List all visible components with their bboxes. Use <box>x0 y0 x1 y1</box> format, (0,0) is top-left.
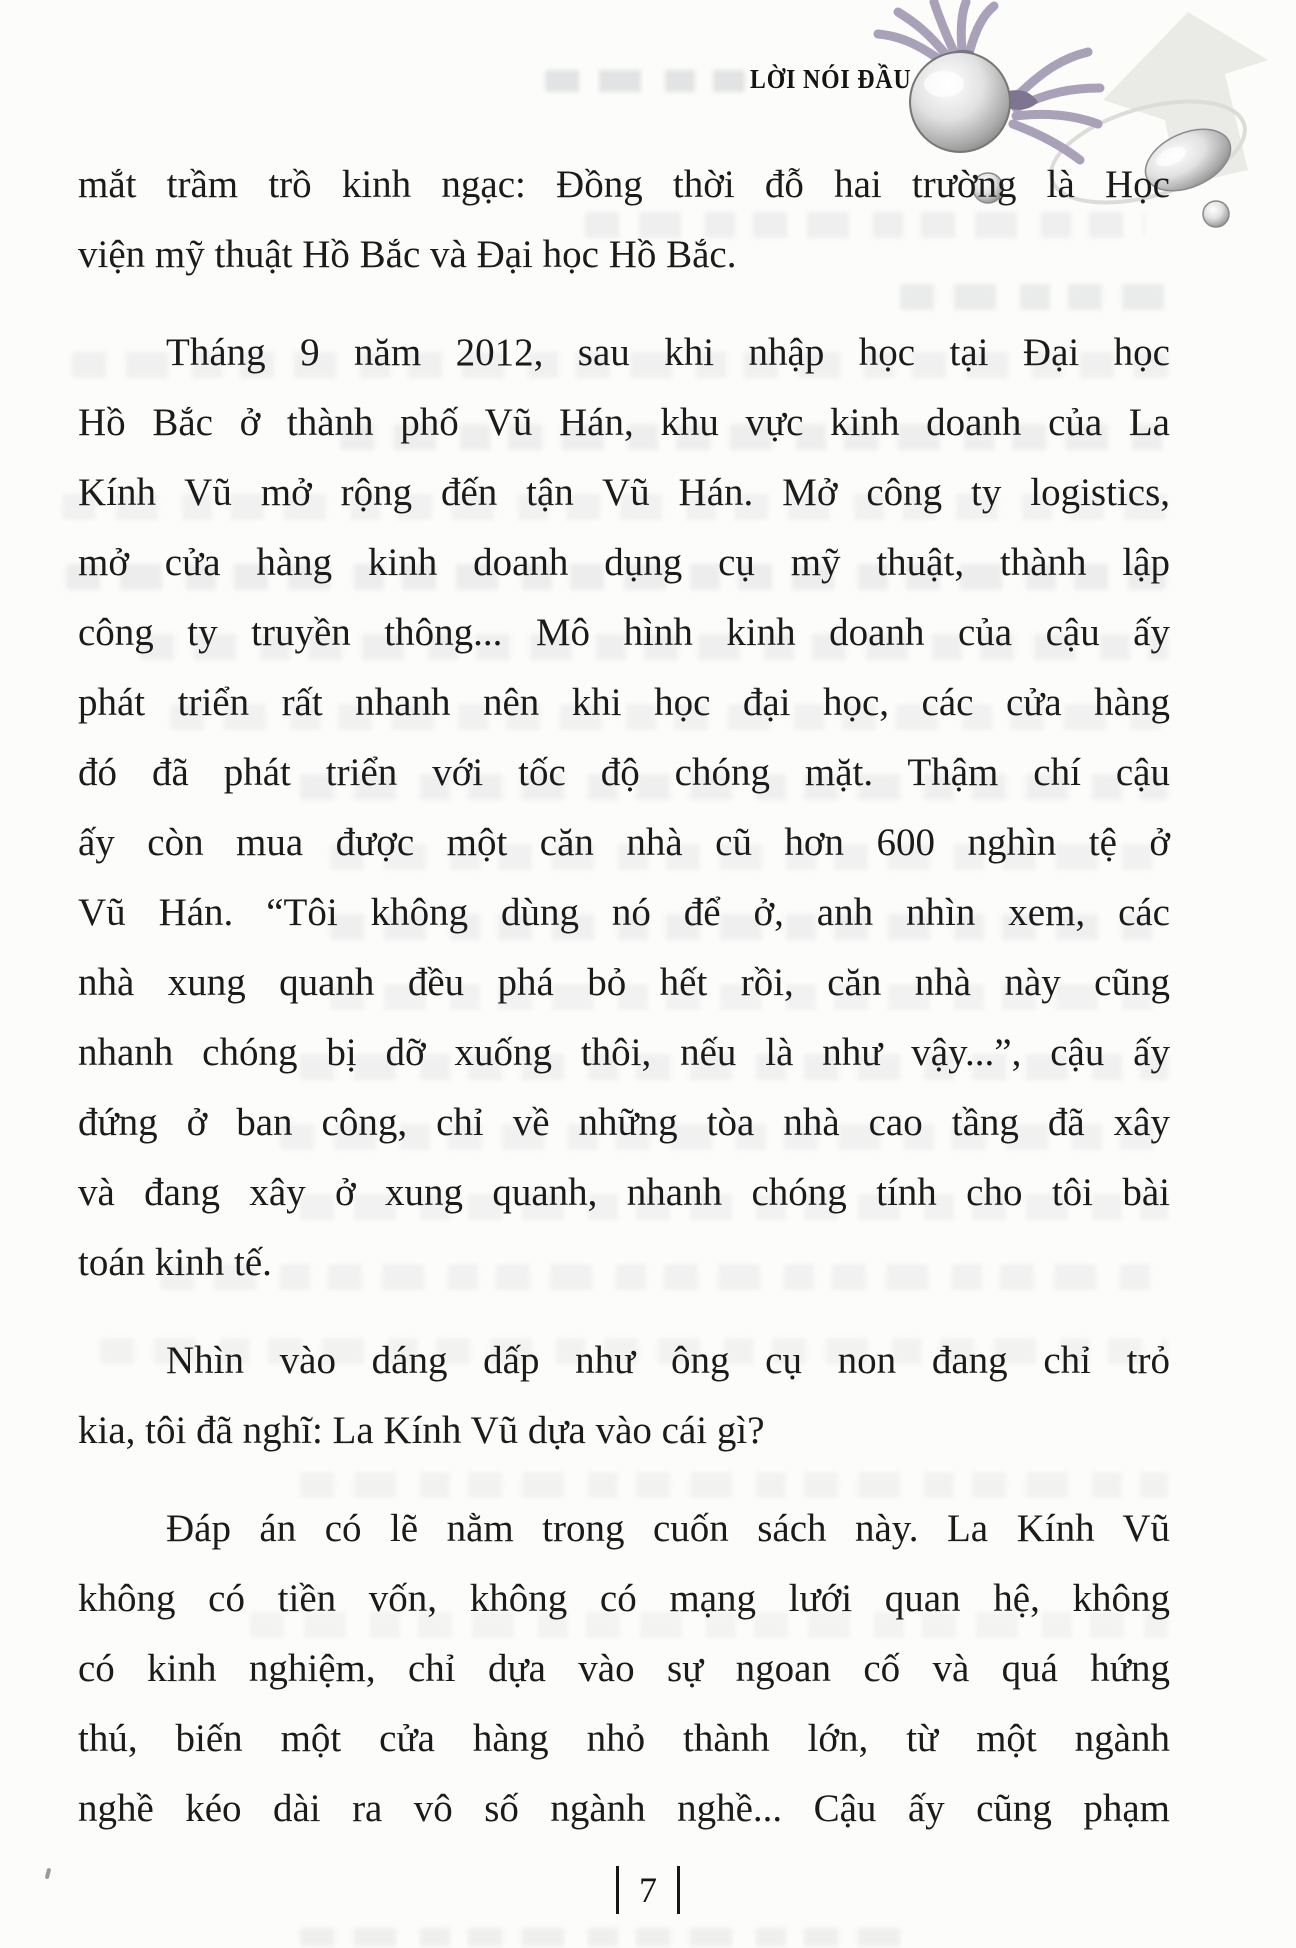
text-line: toán kinh tế. <box>78 1241 272 1284</box>
tiny-sphere-icon <box>1203 201 1229 227</box>
text-line: viện mỹ thuật Hồ Bắc và Đại học Hồ Bắc. <box>78 233 737 276</box>
sphere-icon <box>910 52 1010 152</box>
text-line: đó đã phát triển với tốc độ chóng mặt. Thậm chí cậu <box>78 751 1170 794</box>
bleed-through-artifact <box>300 1928 920 1946</box>
text-line: Hồ Bắc ở thành phố Vũ Hán, khu vực kinh doanh của La <box>78 401 1170 444</box>
text-line: và đang xây ở xung quanh, nhanh chóng tính cho tôi bài <box>78 1171 1170 1214</box>
text-line: công ty truyền thông... Mô hình kinh doanh của cậu ấy <box>78 611 1170 654</box>
text-line: mở cửa hàng kinh doanh dụng cụ mỹ thuật, thành lập <box>78 541 1170 584</box>
page-number: 7 <box>639 1870 657 1910</box>
text-line: Kính Vũ mở rộng đến tận Vũ Hán. Mở công ty logistics, <box>78 471 1170 514</box>
text-line: Vũ Hán. “Tôi không dùng nó để ở, anh nhìn xem, các <box>78 891 1170 934</box>
paragraph <box>78 318 1170 1298</box>
paragraph <box>78 150 1170 290</box>
text-line: không có tiền vốn, không có mạng lưới quan hệ, không <box>78 1577 1170 1620</box>
text-line: đứng ở ban công, chỉ về những tòa nhà cao tầng đã xây <box>78 1101 1170 1144</box>
left-wing-icon <box>878 2 994 62</box>
body-text <box>78 150 1170 1844</box>
text-line: Đáp án có lẽ nằm trong cuốn sách này. La Kính Vũ <box>166 1507 1170 1550</box>
text-line: nhà xung quanh đều phá bỏ hết rồi, căn nhà này cũng <box>78 961 1170 1004</box>
text-line: thú, biến một cửa hàng nhỏ thành lớn, từ một ngành <box>78 1717 1170 1760</box>
text-line: nghề kéo dài ra vô số ngành nghề... Cậu ấy cũng phạm <box>78 1787 1170 1830</box>
text-line: Nhìn vào dáng dấp như ông cụ non đang chỉ trỏ <box>166 1339 1170 1382</box>
text-line: phát triển rất nhanh nên khi học đại học, các cửa hàng <box>78 681 1170 724</box>
text-line: Tháng 9 năm 2012, sau khi nhập học tại Đại học <box>166 331 1170 374</box>
page-number-rule-left <box>616 1866 619 1914</box>
text-line: ấy còn mua được một căn nhà cũ hơn 600 nghìn tệ ở <box>78 821 1170 864</box>
paragraph <box>78 1326 1170 1466</box>
section-title: LỜI NÓI ĐẦU <box>750 64 912 94</box>
text-line: mắt trầm trồ kinh ngạc: Đồng thời đỗ hai trường là Học <box>78 163 1170 206</box>
text-line: kia, tôi đã nghĩ: La Kính Vũ dựa vào cái gì? <box>78 1409 765 1452</box>
bleed-through-artifact <box>545 70 745 92</box>
text-line: nhanh chóng bị dỡ xuống thôi, nếu là như vậy...”, cậu ấy <box>78 1031 1170 1074</box>
page-number-rule-right <box>677 1866 680 1914</box>
text-line: có kinh nghiệm, chỉ dựa vào sự ngoan cố và quá hứng <box>78 1647 1170 1690</box>
page-footer <box>0 1866 1296 1914</box>
paragraph <box>78 1494 1170 1844</box>
